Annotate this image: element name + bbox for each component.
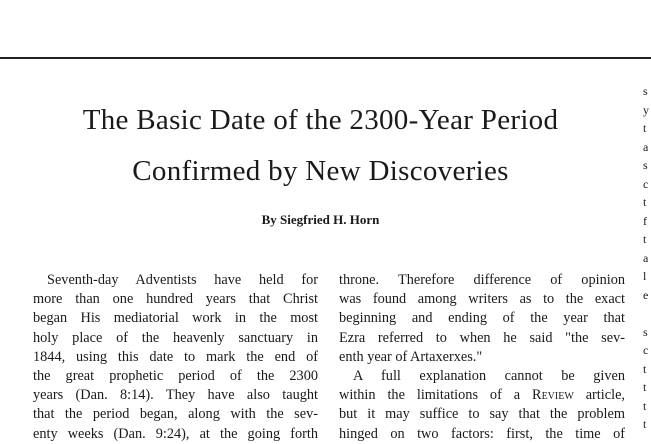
text-line: beginning and ending of the year that: [339, 310, 625, 327]
article-title-line-2: Confirmed by New Discoveries: [132, 155, 509, 187]
text-line: was found among writers as to the exact: [339, 291, 625, 308]
adjacent-column-edge: [643, 82, 651, 434]
text-line: 1844, using this date to mark the end of: [33, 348, 318, 365]
text-line: more than one hundred years that Christ: [33, 291, 318, 308]
text-line: enty weeks (Dan. 9:24), at the going forth: [33, 425, 318, 442]
column-2: [339, 271, 625, 444]
edge-letter: t: [643, 121, 647, 135]
top-rule: [0, 57, 651, 59]
edge-letter: s: [643, 84, 648, 98]
edge-letter: t: [643, 417, 647, 431]
article-title-line-1: The Basic Date of the 2300-Year Period: [82, 104, 559, 136]
text-line: hinged on two factors: first, the time of: [339, 425, 625, 442]
text-line: but it may suffice to say that the problem: [339, 406, 625, 423]
byline: By Siegfried H. Horn: [261, 212, 380, 227]
edge-letter: t: [643, 195, 647, 209]
edge-letter: e: [643, 287, 649, 302]
edge-letter: s: [643, 324, 648, 339]
text-line: within the limitations of a Review article,: [339, 387, 625, 404]
edge-letter: a: [643, 250, 649, 265]
edge-letter: s: [643, 158, 648, 172]
column-1: [33, 271, 318, 444]
text-line: years (Dan. 8:14). They have also taught: [33, 387, 318, 404]
text-line: holy place of the heavenly sanctuary in: [33, 329, 318, 346]
text-line: that the period began, along with the sev-: [33, 406, 318, 423]
text-line: began His mediatorial work in the most: [33, 310, 318, 327]
edge-letter: l: [643, 269, 647, 283]
text-line: enth year of Artaxerxes.": [339, 348, 483, 365]
text-line: Ezra referred to when he said "the sev-: [339, 329, 625, 346]
edge-letter: f: [643, 213, 647, 228]
edge-letter: t: [643, 398, 647, 413]
edge-letter: c: [643, 176, 649, 191]
edge-letter: a: [643, 139, 649, 154]
edge-letter: c: [643, 343, 649, 357]
edge-letter: y: [643, 102, 649, 117]
edge-letter: t: [643, 361, 647, 376]
edge-letter: t: [643, 232, 647, 246]
text-line: the great prophetic period of the 2300: [33, 368, 318, 385]
text-line: Seventh-day Adventists have held for: [47, 272, 318, 288]
edge-letter: t: [643, 380, 647, 394]
text-line: A full explanation cannot be given: [353, 368, 625, 385]
text-line: throne. Therefore difference of opinion: [339, 272, 625, 288]
edge-letter: [643, 304, 651, 323]
